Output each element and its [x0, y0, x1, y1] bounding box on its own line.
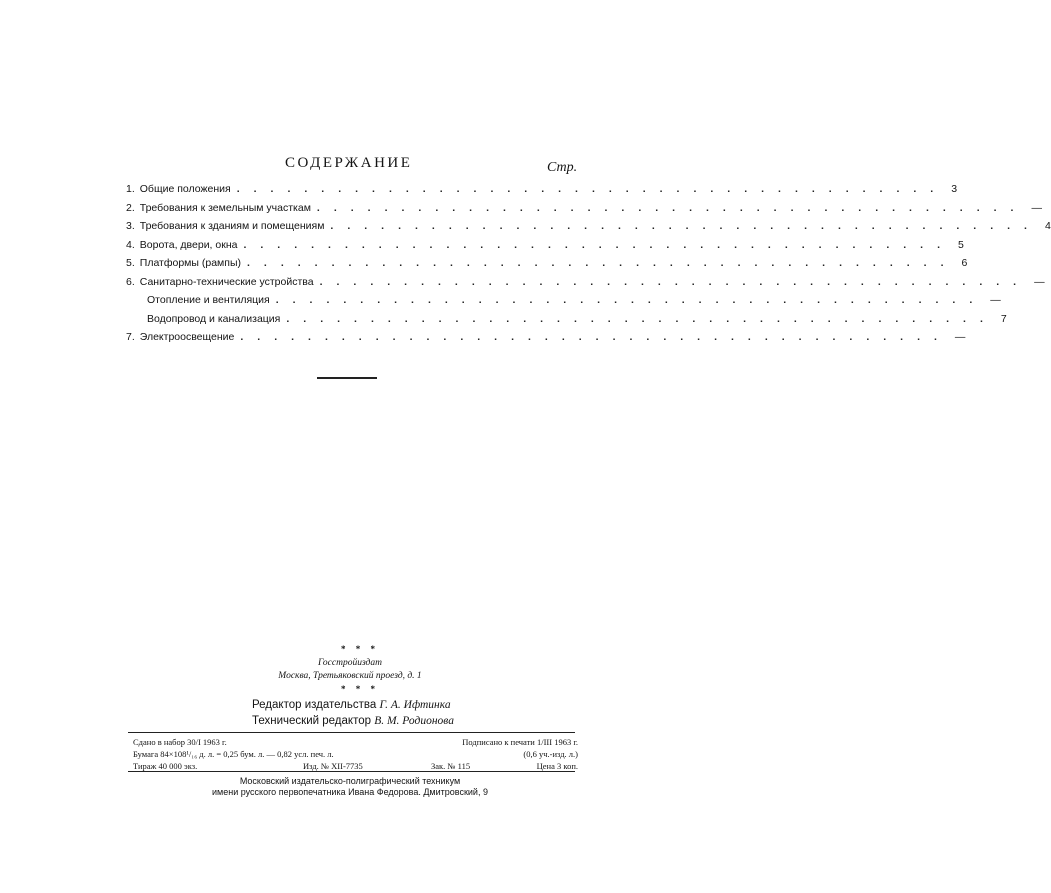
toc-item-title: Водопровод и канализация [147, 313, 286, 325]
toc-item-title: Требования к зданиям и помещениям [140, 220, 331, 232]
toc-item [126, 257, 968, 276]
toc-leader-dots: .......................................... [316, 201, 1028, 214]
toc-item [126, 201, 1042, 221]
toc-item-title: Общие положения [140, 183, 237, 195]
toc-item-number: 3. [126, 220, 135, 232]
toc-item-page: 5 [958, 238, 964, 251]
editor-name: Г. А. Ифтинка [379, 699, 451, 711]
toc-item [126, 183, 958, 202]
toc-leader-dots: .......................................... [330, 220, 1041, 232]
section-divider [317, 377, 377, 379]
toc-subitem [126, 294, 1001, 313]
toc-leader-dots: .......................................... [275, 294, 987, 306]
toc-item-number: 1. [126, 183, 135, 195]
printer-line: имени русского первопечатника Ивана Федорова. Дмитровский, 9 [212, 787, 488, 797]
imprint-price: Цена 3 коп. [536, 761, 578, 771]
editors-block [252, 697, 454, 729]
tech-editor-name: В. М. Родионова [374, 715, 454, 727]
toc-item-page: — [990, 294, 1001, 306]
editor-line [252, 697, 454, 713]
toc-leader-dots: .......................................... [246, 257, 958, 269]
imprint-bottom-rule [128, 771, 575, 772]
toc-item-title: Требования к земельным участкам [140, 202, 317, 214]
printer-line: Московский издательско-полиграфический техникум [239, 776, 461, 786]
toc-item-page: — [1031, 201, 1042, 214]
toc-item [126, 331, 966, 350]
toc-item-number: 6. [126, 275, 135, 288]
toc-item-title: Ворота, двери, окна [140, 239, 244, 251]
imprint-print-run: Тираж 40 000 экз. [133, 761, 198, 771]
publisher-name: Госстройиздат [318, 658, 382, 668]
toc-subitem [126, 312, 1007, 332]
ornament-stars: * * * [341, 644, 379, 654]
toc-item-page: 3 [951, 183, 958, 195]
toc-title: СОДЕРЖАНИЕ [285, 155, 413, 171]
toc-item-title: Отопление и вентиляция [147, 294, 276, 306]
toc-item [126, 220, 1051, 239]
imprint-top-rule [128, 732, 575, 733]
toc-item [126, 275, 1045, 295]
toc-item-number: 4. [126, 238, 135, 251]
imprint-print-date: Подписано к печати 1/III 1963 г. [462, 737, 578, 747]
imprint-publishing-sheets: (0,6 уч.-изд. л.) [523, 749, 578, 759]
toc-item-page: — [1034, 275, 1045, 288]
toc-leader-dots: .......................................... [240, 331, 951, 343]
toc-item-title: Санитарно-технические устройства [140, 276, 320, 288]
toc-item-page: 7 [1000, 312, 1007, 325]
toc-item-number: 5. [126, 257, 135, 269]
toc-item-title: Электроосвещение [140, 331, 241, 343]
toc-leader-dots: .......................................... [319, 275, 1031, 288]
imprint-typeset-date: Сдано в набор 30/I 1963 г. [133, 737, 227, 747]
toc-leader-dots: .......................................... [286, 312, 997, 325]
tech-editor-line [252, 713, 454, 729]
tech-editor-label: Технический редактор [252, 715, 371, 727]
toc-item-page: 4 [1044, 220, 1051, 232]
toc-item-page: 6 [961, 257, 968, 269]
toc-item-number: 2. [126, 201, 135, 214]
page-column-label: Стр. [547, 160, 578, 175]
toc-list [126, 183, 1051, 350]
editor-label: Редактор издательства [252, 699, 377, 711]
imprint-order-number: Зак. № 115 [431, 761, 471, 771]
publisher-address: Москва, Третьяковский проезд, д. 1 [278, 671, 422, 681]
toc-item-title: Платформы (рампы) [140, 257, 247, 269]
toc-leader-dots: .......................................... [243, 238, 954, 251]
toc-leader-dots: .......................................... [236, 183, 948, 195]
ornament-stars: * * * [341, 684, 379, 694]
toc-item-number: 7. [126, 331, 135, 343]
toc-item-page: — [954, 331, 966, 343]
imprint-paper-format: Бумага 84×108¹/₁₆ д. л. = 0,25 бум. л. — 0,82 усл. печ. л. [133, 749, 334, 759]
imprint-publication-number: Изд. № XII-7735 [303, 761, 363, 771]
toc-item [126, 238, 964, 258]
